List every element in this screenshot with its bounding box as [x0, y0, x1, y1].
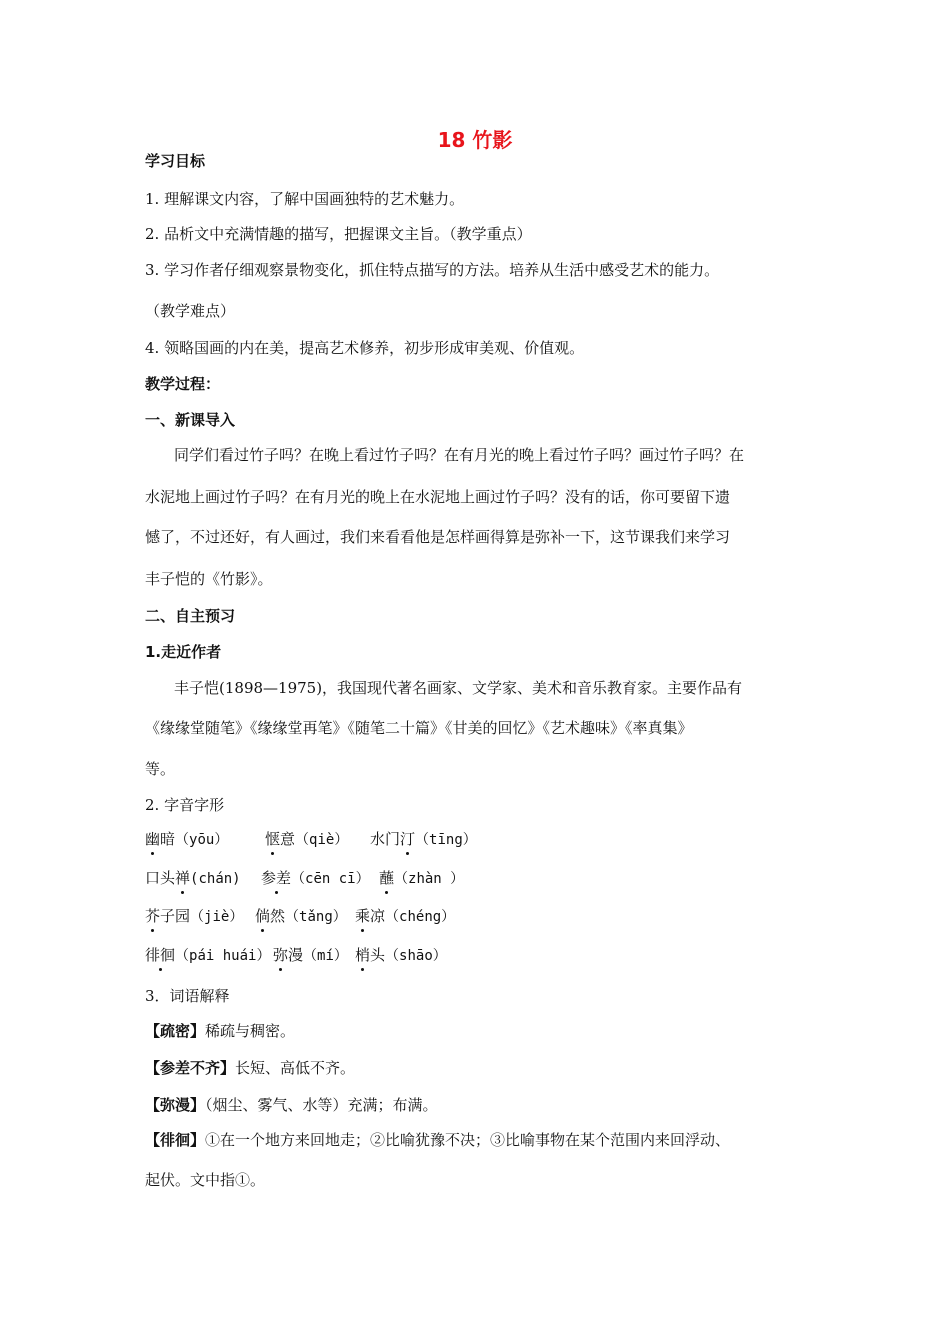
goal-item: 4. 领略国画的内在美，提高艺术修养，初步形成审美观、价值观。	[145, 339, 585, 357]
process-heading: 教学过程：	[145, 375, 221, 393]
pronunciation-entry: 乘凉（chéng）	[355, 904, 455, 929]
vocab-item: 【参差不齐】长短、高低不齐。	[145, 1059, 356, 1077]
pronunciation-entry: 徘徊（pái huái）	[145, 943, 273, 968]
intro-line: 丰子恺的《竹影》。	[145, 570, 273, 588]
author-heading: 1.走近作者	[145, 643, 222, 661]
pronunciation-entry: 水门汀（tīng）	[370, 827, 477, 852]
pronunciation-row	[145, 866, 815, 891]
vocab-item: 【弥漫】（烟尘、雾气、水等）充满；布满。	[145, 1096, 438, 1114]
pronunciation-entry: 参差（cēn cī）	[261, 866, 379, 891]
author-line: 丰子恺(1898—1975)，我国现代著名画家、文学家、美术和音乐教育家。主要作品有	[174, 679, 743, 697]
goals-heading: 学习目标	[145, 152, 206, 170]
pronunciation-row	[145, 943, 815, 968]
author-line: 等。	[145, 760, 176, 778]
intro-heading: 一、新课导入	[145, 411, 236, 429]
pronunciation-entry: 梢头（shāo）	[355, 943, 447, 968]
page-title: 18 竹影	[437, 128, 513, 152]
pronunciation-entry: 惬意（qiè）	[265, 827, 370, 852]
intro-line: 水泥地上画过竹子吗？在有月光的晚上在水泥地上画过竹子吗？没有的话，你可要留下遗	[145, 488, 731, 506]
author-line: 《缘缘堂随笔》《缘缘堂再笔》《随笔二十篇》《甘美的回忆》《艺术趣味》《率真集》	[145, 719, 693, 737]
pronunciation-entry: 芥子园（jiè）	[145, 904, 255, 929]
goal-item: 1. 理解课文内容，了解中国画独特的艺术魅力。	[145, 190, 465, 208]
goal-item: （教学难点）	[145, 302, 236, 320]
goal-item: 3. 学习作者仔细观察景物变化，抓住特点描写的方法。培养从生活中感受艺术的能力。	[145, 261, 720, 279]
vocab-item: 【疏密】稀疏与稠密。	[145, 1022, 296, 1040]
intro-line: 同学们看过竹子吗？在晚上看过竹子吗？在有月光的晚上看过竹子吗？画过竹子吗？在	[174, 446, 745, 464]
vocab-item: 【徘徊】①在一个地方来回地走；②比喻犹豫不决；③比喻事物在某个范围内来回浮动、	[145, 1131, 731, 1149]
pronunciation-entry: 弥漫（mí）	[273, 943, 355, 968]
vocab-heading: 3．词语解释	[145, 987, 230, 1005]
intro-line: 憾了，不过还好，有人画过，我们来看看他是怎样画得算是弥补一下，这节课我们来学习	[145, 528, 731, 546]
pronunciation-row	[145, 904, 815, 929]
pronunciation-entry: 倘然（tǎng）	[255, 904, 355, 929]
preview-heading: 二、自主预习	[145, 607, 236, 625]
pronunciation-entry: 蘸（zhàn ）	[379, 866, 464, 891]
pronunciation-heading: 2. 字音字形	[145, 796, 225, 814]
vocab-item: 起伏。文中指①。	[145, 1171, 266, 1189]
pronunciation-entry: 口头禅(chán)	[145, 866, 261, 891]
goal-item: 2. 品析文中充满情趣的描写，把握课文主旨。（教学重点）	[145, 225, 532, 243]
pronunciation-entry: 幽暗（yōu）	[145, 827, 265, 852]
pronunciation-row	[145, 827, 815, 852]
